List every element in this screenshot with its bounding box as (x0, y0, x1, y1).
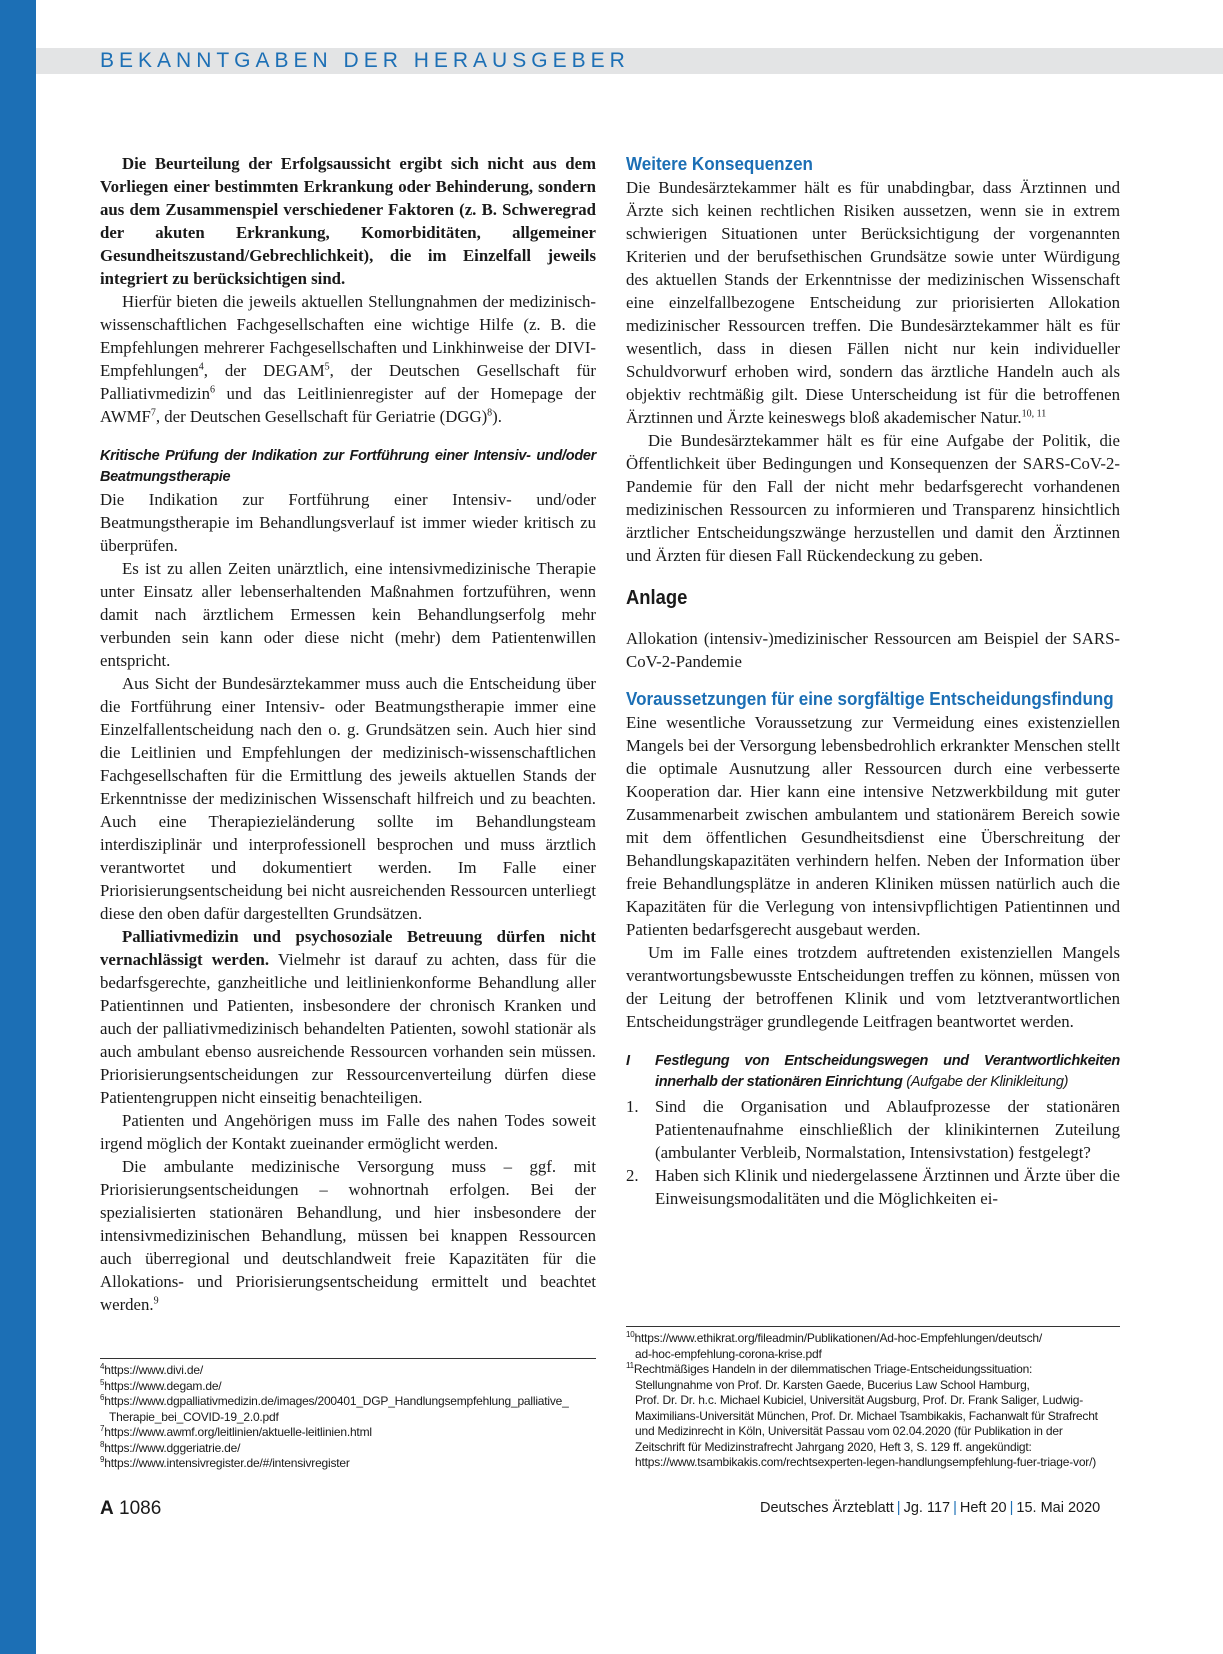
footnote-continuation: https://www.tsambikakis.com/rechtsexperten-legen-handlungsempfehlung-fuer-triage-vor/) (635, 1455, 1097, 1469)
paragraph-ambulante-versorgung: Die ambulante medizinische Versorgung muss – ggf. mit Priorisierungsentscheidungen – wohnortnah erfolgen. Bei der spezialisierten stationären Behandlung, und hier insbesondere der intensivmedizinischen Behandlung, müssen bei knappen Ressourcen auch überregional und deutschlandweit freie Kapazitäten für die Allokations- und Priorisierungsentscheidung ermittelt und beachtet werden.$^9$ (100, 1157, 596, 1314)
paragraph-wesentliche-voraussetzung: Eine wesentliche Voraussetzung zur Vermeidung eines existenziellen Mangels bei der Versorgung lebensbedrohlich erkrankter Menschen stellt die optimale Ausnutzung aller Ressourcen durch eine verbesserte Kooperation dar. Hier kann eine intensive Netzwerkbildung mit guter Zusammenarbeit zwischen ambulantem und stationärem Bereich sowie mit dem öffentlichen Gesundheitsdienst eine Überschreitung der Behandlungskapazitäten verhindern helfen. Neben der Information über freie Behandlungsplätze in anderen Kliniken müssen natürlich auch die Kapazitäten für die Verlegung von intensivpflichtigen Patientinnen und Patienten bedarfsgerecht ausgebaut werden. (626, 713, 1120, 939)
heading-anlage: Anlage (626, 587, 688, 609)
paragraph-bundesaerztekammer-sicht: Aus Sicht der Bundesärztekammer muss auch die Entscheidung über die Fortführung einer Intensiv- oder Beatmungstherapie immer eine Einzelfallentscheidung nach den o. g. Grundsätzen sein. Auch hier sind die Leitlinien und Empfehlungen der medizinisch-wissenschaftlichen Fachgesellschaften für die Ermittlung des jeweils aktuellen Stands der Erkenntnisse der medizinischen Wissenschaft hilfreich und zu beachten. Auch eine Therapiezieländerung sollte im Behandlungsteam interdisziplinär und interprofessionell besprochen und muss ärztlich verantwortet und dokumentiert werden. Im Falle einer Priorisierungsentscheidung bei nicht ausreichenden Ressourcen unterliegt diese den oben dafür dargestellten Grundsätzen. (100, 674, 596, 923)
footnote-continuation: Prof. Dr. Dr. h.c. Michael Kubiciel, Universität Augsburg, Prof. Dr. Frank Saliger, Ludwig- (635, 1393, 1083, 1407)
page-number: A 1086 (100, 1498, 162, 1519)
list-item: 2. Haben sich Klinik und niedergelassene Ärztinnen und Ärzte über die Einweisungsmodalitäten und die Möglichkeiten ei- (626, 1166, 1120, 1208)
paragraph-unaerztlich: Es ist zu allen Zeiten unärztlich, eine intensivmedizinische Therapie unter Einsatz aller lebenserhaltenden Maßnahmen fortzuführen, wenn damit nach ärztlichem Ermessen kein Behandlungserfolg mehr verbunden sein kann oder diese nicht (mehr) dem Patientenwillen entspricht. (100, 559, 596, 670)
footnote-item: $^9$https://www.intensivregister.de/#/intensivregister (100, 1455, 350, 1470)
paragraph-allokation: Allokation (intensiv-)medizinischer Ressourcen am Beispiel der SARS-CoV-2-Pandemie (626, 629, 1120, 671)
heading-weitere-konsequenzen: Weitere Konsequenzen (626, 153, 813, 174)
footnote-rule-right (626, 1326, 1120, 1327)
footnote-item: $^8$https://www.dggeriatrie.de/ (100, 1439, 241, 1455)
footnote-continuation: ad-hoc-empfehlung-corona-krise.pdf (635, 1346, 822, 1361)
paragraph-politik: Die Bundesärztekammer hält es für eine Aufgabe der Politik, die Öffentlichkeit über Bedingungen und Konsequenzen der SARS-CoV-2-Pandemie für den Fall der nicht mehr bedarfsgerecht vorhandenen medizinischen Ressourcen zu informieren und Transparenz hinsichtlich ärztlicher Entscheidungszwänge herzustellen und damit den Ärztinnen und Ärzten für diesen Fall Rückendeckung zu geben. (626, 431, 1120, 565)
footnote-continuation: Zeitschrift für Medizinstrafrecht Jahrgang 2020, Heft 3, S. 129 ff. angekündigt: (635, 1439, 1032, 1454)
footnote-continuation: Stellungnahme von Prof. Dr. Karsten Gaede, Bucerius Law School Hamburg, (635, 1377, 1030, 1392)
list-item: 1. Sind die Organisation und Ablaufprozesse der stationären Patientenaufnahme einschließlich der klinikinternen Zuteilung (ambulanter Verbleib, Normalstation, Intensivstation) festgelegt? (626, 1097, 1120, 1162)
paragraph-bold-intro: Die Beurteilung der Erfolgsaussicht ergibt sich nicht aus dem Vorliegen einer bestimmten Erkrankung oder Behinderung, sondern aus dem Zusammenspiel verschiedener Faktoren (z. B. Schweregrad der akuten Erkrankung, Komorbiditäten, allgemeiner Gesundheitszustand/Gebrechlichkeit), die im Einzelfall jeweils integriert zu berücksichtigen sind. (100, 154, 596, 288)
footnote-continuation: Therapie_bei_COVID-19_2.0.pdf (109, 1409, 279, 1424)
right-column (626, 152, 1120, 1210)
paragraph-existenzieller-mangel: Um im Falle eines trotzdem auftretenden existenziellen Mangels verantwortungsbewusste Entscheidungen treffen zu können, müssen von der Leitung der betroffenen Klinik und vom letztverantwortlichen Entscheidungsträger grundlegende Leitfragen beantwortet werden. (626, 943, 1120, 1031)
section-header: BEKANNTGABEN DER HERAUSGEBER (100, 49, 630, 72)
paragraph-unabdingbar: Die Bundesärztekammer hält es für unabdingbar, dass Ärztinnen und Ärzte sich keinen rechtlichen Risiken aussetzen, wenn sie in extrem schwierigen Situationen unter Berücksichtigung der vorgenannten Kriterien und der berufsethischen Grundsätze sowie unter Würdigung des aktuellen Stands der Erkenntnisse der medizinischen Wissenschaft eine einzelfallbezogene Entscheidung zur priorisierten Allokation medizinischer Ressourcen treffen. Die Bundesärztekammer hält es für wesentlich, dass in diesen Fällen nicht nur kein individueller Schuldvorwurf erhoben wird, sondern das ärztliche Handeln auch als objektiv rechtmäßig gilt. Diese Unterscheidung ist für die betroffenen Ärztinnen und Ärzte keineswegs bloß akademischer Natur.$^{10, 11}$ (626, 178, 1120, 427)
paragraph-palliativmedizin: Palliativmedizin und psychosoziale Betreuung dürfen nicht vernachlässigt werden. Vielmehr ist darauf zu achten, dass für die bedarfsgerechte, ganzheitliche und leitlinienkonforme Behandlung aller Patientinnen und Patienten, insbesondere der chronisch Kranken und auch der palliativmedizinisch behandelten Patienten, sowohl stationär als auch ambulant ebenso ausreichende Ressourcen vorhanden sein müssen. Priorisierungsentscheidungen zur Ressourcenverteilung dürfen diese Patientengruppen nicht einseitig benachteiligen. (100, 927, 596, 1107)
subheading-kritische-pruefung: Kritische Prüfung der Indikation zur Fortführung einer Intensiv- und/oder Beatmungstherapie (100, 448, 596, 485)
footnotes-left (100, 1363, 596, 1472)
left-column (100, 152, 596, 1316)
heading-voraussetzungen: Voraussetzungen für eine sorgfältige Entscheidungsfindung (626, 688, 1114, 709)
section-heading-I: I Festlegung von Entscheidungswegen und Verantwortlichkeiten innerhalb der stationären Einrichtung (Aufgabe der Klinikleitung) (626, 1053, 1120, 1090)
paragraph-fachgesellschaften: Hierfür bieten die jeweils aktuellen Stellungnahmen der medizinisch-wissenschaftlichen Fachgesellschaften eine wichtige Hilfe (z. B. die Empfehlungen mehrerer Fachgesellschaften und Linkhinweise der DIVI-Empfehlungen$^4$, der DEGAM$^5$, der Deutschen Gesellschaft für Palliativmedizin$^6$ und das Leitlinienregister auf der Homepage der AWMF$^7$, der Deutschen Gesellschaft für Geriatrie (DGG)$^8$). (100, 292, 596, 426)
journal-citation: Deutsches Ärzteblatt | Jg. 117 | Heft 20 | 15. Mai 2020 (760, 1500, 1101, 1516)
paragraph-angehoerige: Patienten und Angehörigen muss im Falle des nahen Todes soweit irgend möglich der Kontakt zueinander ermöglicht werden. (100, 1111, 596, 1153)
footnote-rule-left (100, 1358, 596, 1359)
question-list (626, 1095, 1120, 1210)
footnote-continuation: und Medizinrecht in Köln, Universität Passau vom 02.04.2020 (für Publikation in der (635, 1424, 1063, 1438)
left-color-bar (0, 0, 36, 1654)
footnote-item: $^5$https://www.degam.de/ (100, 1377, 222, 1393)
footnote-item: $^4$https://www.divi.de/ (100, 1362, 203, 1377)
footnote-item: $^{11}$Rechtmäßiges Handeln in der dilemmatischen Triage-Entscheidungssituation: (626, 1361, 1033, 1376)
footnote-item: $^{10}$https://www.ethikrat.org/fileadmin/Publikationen/Ad-hoc-Empfehlungen/deutsch/ (626, 1330, 1043, 1345)
footnotes-right (626, 1331, 1120, 1471)
footnote-continuation: Maximilians-Universität München, Prof. Dr. Michael Tsambikakis, Fachanwalt für Strafrecht (635, 1408, 1098, 1423)
footnote-item: $^6$https://www.dgpalliativmedizin.de/images/200401_DGP_Handlungsempfehlung_palliative_ (100, 1393, 569, 1408)
paragraph-indikation: Die Indikation zur Fortführung einer Intensiv- und/oder Beatmungstherapie im Behandlungsverlauf ist immer wieder kritisch zu überprüfen. (100, 490, 596, 555)
footnote-item: $^7$https://www.awmf.org/leitlinien/aktuelle-leitlinien.html (100, 1424, 372, 1439)
